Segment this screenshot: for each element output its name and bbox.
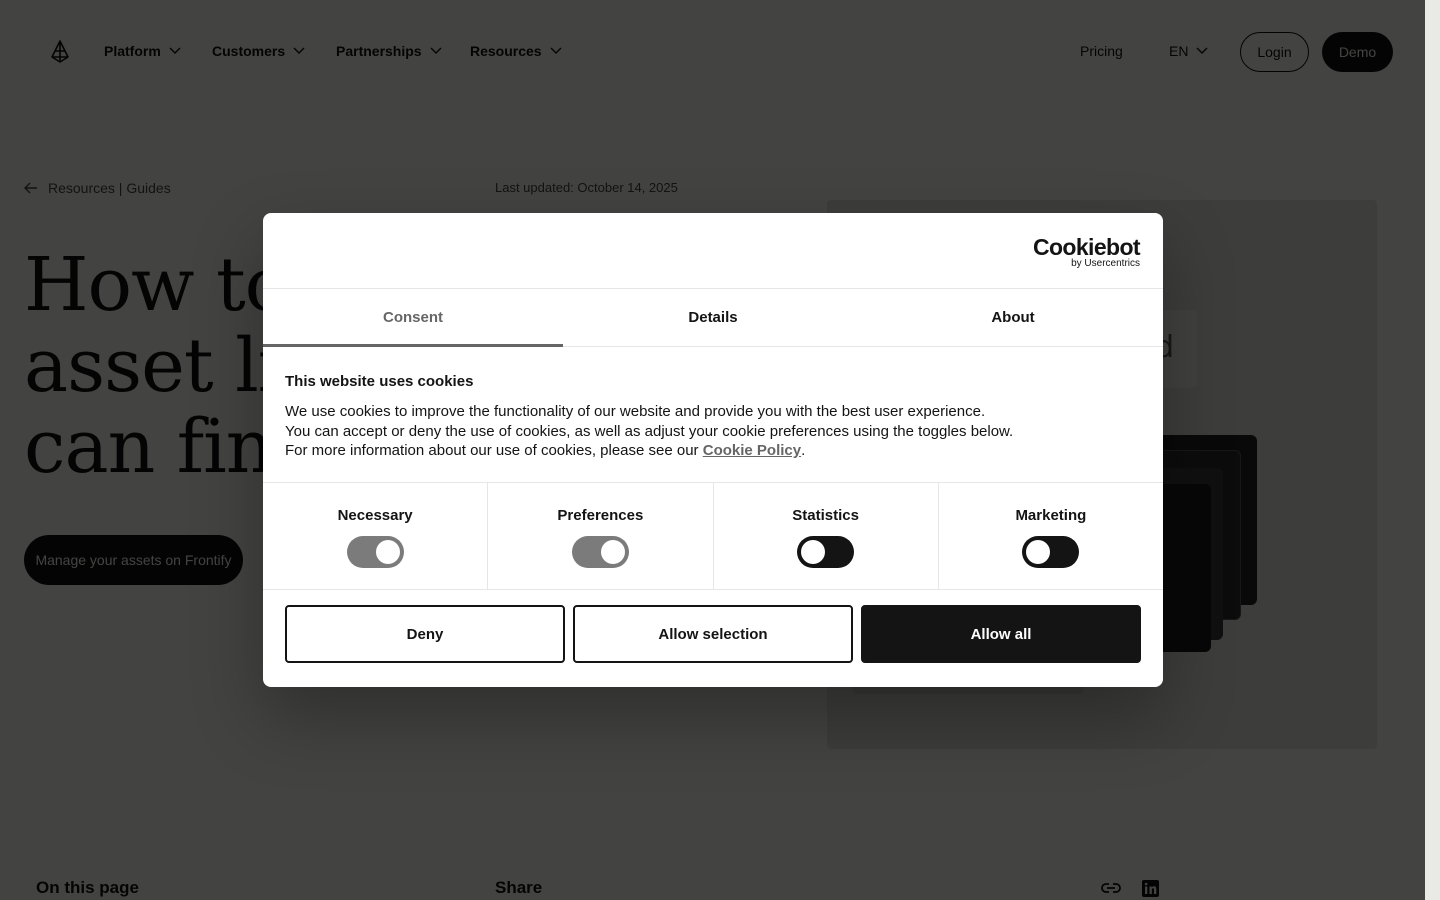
toggle-preferences <box>488 483 713 589</box>
consent-heading: This website uses cookies <box>285 373 474 390</box>
allow-all-button[interactable]: Allow all <box>861 605 1141 663</box>
allow-selection-button[interactable]: Allow selection <box>573 605 853 663</box>
switch-knob <box>601 540 625 564</box>
consent-text-line: For more information about our use of cookies, please see our <box>285 442 703 459</box>
consent-text-line: You can accept or deny the use of cookies, as well as adjust your cookie preferences using the toggles below. <box>285 422 1014 440</box>
preferences-switch[interactable] <box>572 536 629 568</box>
cookie-consent-dialog <box>263 213 1163 687</box>
toggle-label: Statistics <box>792 507 859 524</box>
toggle-label: Preferences <box>557 507 644 524</box>
toggle-label: Necessary <box>337 507 413 524</box>
switch-knob <box>1026 540 1050 564</box>
marketing-switch[interactable] <box>1022 536 1079 568</box>
toggle-statistics <box>714 483 939 589</box>
consent-text-line: We use cookies to improve the functionality of our website and provide you with the best user experience. <box>285 403 986 420</box>
dialog-header <box>263 213 1163 289</box>
necessary-switch[interactable] <box>347 536 404 568</box>
dialog-tabs <box>263 289 1163 347</box>
consent-text <box>285 402 1141 461</box>
cookiebot-brand: Cookiebot <box>1032 234 1140 260</box>
tab-details[interactable]: Details <box>688 309 738 326</box>
consent-actions <box>263 590 1163 678</box>
cookie-policy-link[interactable]: Cookie Policy <box>702 442 802 459</box>
switch-knob <box>801 540 825 564</box>
cookiebot-brand-sub: by Usercentrics <box>1071 258 1140 269</box>
consent-text-suffix: . <box>801 442 806 459</box>
scrollbar[interactable] <box>1425 0 1440 900</box>
toggle-marketing <box>939 483 1163 589</box>
toggle-necessary <box>263 483 488 589</box>
consent-body <box>263 347 1163 483</box>
statistics-switch[interactable] <box>797 536 854 568</box>
tab-consent[interactable]: Consent <box>263 289 563 346</box>
deny-button[interactable]: Deny <box>285 605 565 663</box>
switch-knob <box>376 540 400 564</box>
cookie-category-toggles <box>263 483 1163 590</box>
tab-about[interactable]: About <box>991 309 1035 326</box>
toggle-label: Marketing <box>1015 507 1087 524</box>
cookiebot-logo <box>1033 235 1140 269</box>
